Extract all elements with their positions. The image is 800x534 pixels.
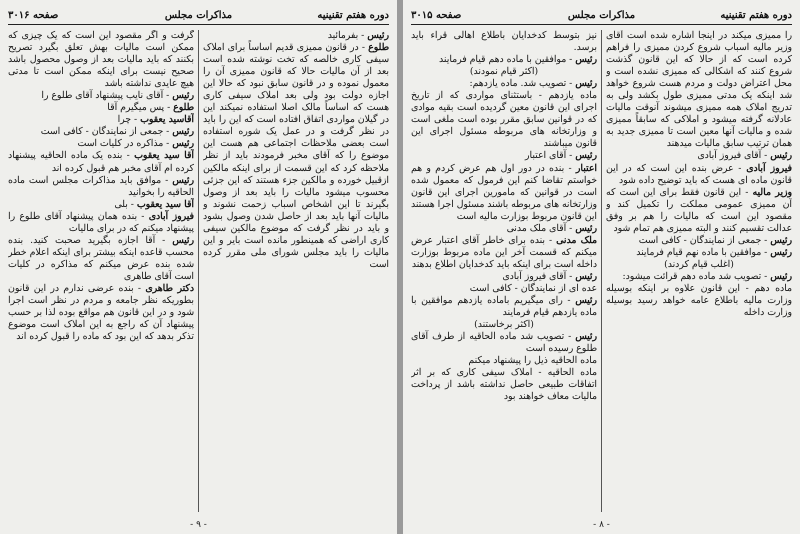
speech-paragraph [411, 66, 597, 78]
speech-paragraph [411, 271, 597, 283]
speaker-name: رئیس [770, 150, 792, 162]
speech-paragraph [8, 102, 194, 114]
speech-text: - موافقین با ماده دهم قیام فرمایند [439, 54, 576, 66]
speech-paragraph [8, 235, 194, 283]
speech-paragraph [411, 235, 597, 271]
speech-paragraph [606, 271, 792, 283]
speech-text: - چرا [117, 114, 141, 126]
speech-text: - بنده عرضی ندارم در این قانون بطوریکه نظر جامعه و مردم در نظر است اجرا شود و در این قانون هم مواقع بوده لذا بر حسب پیشنهاد آن که راجع به این املاک است موضوع تذکر بدهد که این بود که ماده را قبول کرده اند [8, 282, 194, 343]
speech-text: گرفت و اگر مقصود این است که یک چیزی که ممکن است مالیات بهش تعلق بگیرد تصریح بکنند که باید مالیات بعد از وصول محصول باشد صحیح نیست برای اینکه ممکن است تا مدتی هیچ عایدی نداشته باشد [8, 30, 194, 90]
speech-paragraph [8, 90, 194, 102]
speech-paragraph [606, 283, 792, 319]
left-page-right-column [203, 30, 389, 512]
speaker-name: رئیس [770, 246, 792, 258]
speech-text: - بنده یک ماده الحاقیه پیشنهاد کرده ام آقای مخبر هم قبول کرده اند [8, 150, 194, 174]
page-number: صفحه ۳۰۱۵ [411, 10, 462, 21]
speaker-name: رئیس [172, 126, 194, 138]
speaker-name: رئیس [575, 54, 597, 66]
period-label: دوره هفتم تقنینیه [317, 10, 389, 21]
speech-text: - بنده همان پیشنهاد آقای طلوع را پیشنهاد میکنم که در برای مالیات [8, 210, 194, 234]
speech-text: - پس میگیرم آقا [107, 102, 174, 114]
page-footer: - ۸ - [593, 520, 610, 530]
speech-text: (اکثر برخاستند) [474, 319, 534, 331]
speaker-name: طلوع [173, 102, 194, 114]
speech-paragraph [411, 223, 597, 235]
speaker-name: دکتر طاهری [145, 282, 194, 294]
speech-text: - مذاکره در کلیات است [77, 138, 173, 150]
speech-text: - این قانون فقط برای این است که آن ممیزی عمومی مملکت را تکمیل کند و مقصود این است که مالیات را هم بر وفق عدالت تقسیم کنند و البته ممیزی هم تمام شود [606, 186, 792, 234]
column-divider [601, 30, 602, 512]
speech-paragraph [411, 90, 597, 150]
speaker-name: رئیس [172, 90, 194, 102]
speaker-name: رئیس [172, 138, 194, 150]
speech-paragraph [411, 163, 597, 223]
speech-paragraph [606, 163, 792, 187]
speaker-name: اعتبار [575, 162, 597, 174]
speech-paragraph [8, 126, 194, 138]
right-page-header [411, 8, 792, 25]
speaker-name: رئیس [770, 234, 792, 246]
page-number: صفحه ۳۰۱۶ [8, 10, 59, 21]
speaker-name: آقاسید یعقوب [140, 114, 194, 126]
speech-paragraph [606, 30, 792, 150]
speech-text: ماده یازدهم - باستثنای مواردی که از تاریخ اجرای این قانون معین گردیده است بقیه موادی که در قوانین سابق مقرر بوده است ملغی است و وزارتخانه های مربوطه مسئول اجرای این قانون میباشند [411, 90, 597, 150]
speaker-name: آقا سید یعقوب [134, 150, 194, 162]
speech-paragraph [8, 114, 194, 126]
speech-paragraph [8, 150, 194, 174]
speech-paragraph [411, 54, 597, 66]
speech-text: - در قانون ممیزی قدیم اساساً برای املاک سیفی کاری خالصه که تخت نوشته شده است بعد از آن مالیات حالا که قانون ممیزی آن را معمول نموده و در قانون سابق نبود که حالا این اجازه دولت بود ولی بعد املاک سیفی کاری هست که اساساً مالک اصلا استفاده نمیکند این در گیلان مواردی اتفاق افتاده است که این را باید در نظر گرفت و در عمل یک شوره استفاده است بعضی ملاحظات اجتماعی هم هست این موضوع را که آقای مخبر فرمودند باید از نظر ملاحظه کرد که این قسمت از برای اینکه مالکین ازقبیل خورده و مالکین جزء هستند که این جزئی محسوب میشود مالیات را باید بعد از وصول بگیرند تا این اشخاص اسباب زحمت نشوند و مالیات آنها باید بعد از حاصل شدن وصول بشود و باید در نظر گرفت که موضوع مالکین سیفی کاری اراضی که همینطور مانده است بایر و این مالیات را باید مجلس شورای ملی مقرر کرده است [203, 42, 389, 270]
right-page-right-column [606, 30, 792, 512]
right-page [403, 0, 800, 534]
speech-text: - بلی [114, 198, 137, 210]
speech-paragraph [606, 187, 792, 235]
speech-text: - موافقین با ماده نهم قیام فرمایند [636, 246, 771, 258]
speech-paragraph [411, 78, 597, 90]
speaker-name: رئیس [367, 30, 389, 41]
speaker-name: فیروز آبادی [148, 210, 194, 222]
speaker-name: آقا سید یعقوب [136, 198, 194, 210]
speech-paragraph [8, 175, 194, 199]
speaker-name: رئیس [172, 174, 194, 186]
speech-text: - آقای ملک مدنی [506, 222, 576, 234]
column-divider [198, 30, 199, 512]
speech-paragraph [8, 211, 194, 235]
speech-paragraph [8, 138, 194, 150]
speaker-name: رئیس [770, 270, 792, 282]
running-title: مذاکرات مجلس [164, 10, 233, 21]
speech-paragraph [8, 30, 194, 90]
speaker-name: وزیر مالیه [752, 186, 792, 198]
speech-text: - تصویب شد. ماده یازدهم: [469, 78, 576, 90]
speech-paragraph [203, 30, 389, 42]
period-label: دوره هفتم تقنینیه [720, 10, 792, 21]
speech-paragraph [411, 355, 597, 367]
speech-text: - تصویب شد ماده دهم قرائت میشود: [622, 270, 771, 282]
speaker-name: رئیس [575, 331, 597, 343]
speech-paragraph [8, 283, 194, 343]
speech-text: (اغلب قیام کردند) [664, 258, 734, 270]
speech-paragraph [411, 331, 597, 355]
speaker-name: رئیس [575, 222, 597, 234]
speech-text: - آقا اجازه بگیرید صحبت کنید. بنده محسب قاعده اینکه بیشتر برای اینکه اعلام خطر شده بنده عرض میکنم که مذاکره در کلیات است آقای طاهری [8, 234, 194, 282]
speaker-name: ملک مدنی [556, 234, 597, 246]
speech-text: نیز بتوسط کدخدایان باطلاع اهالی قراء باید برسد. [411, 30, 597, 54]
speaker-name: رئیس [575, 295, 597, 307]
speech-text: - آقای اعتبار [525, 150, 576, 162]
right-page-left-column [411, 30, 597, 512]
speech-paragraph [411, 295, 597, 319]
speech-paragraph [606, 259, 792, 271]
speech-paragraph [606, 247, 792, 259]
speech-text: - تصویب شد ماده الحاقیه از طرف آقای طلوع رسیده است [411, 331, 597, 355]
speech-text: - آقای فیروز آبادی [697, 150, 771, 162]
speaker-name: فیروز آبادی [746, 162, 792, 174]
left-page-header [8, 8, 389, 25]
speech-paragraph [411, 283, 597, 295]
speech-text: ماده دهم - این قانون علاوه بر اینکه بوسیله وزارت مالیه باطلاع عامه خواهد رسید بوسیله وزارت داخله [606, 282, 792, 319]
speaker-name: رئیس [575, 270, 597, 282]
speech-text: ماده الحاقیه ذیل را پیشنهاد میکنم [468, 355, 597, 367]
speech-text: - بفرمائید [327, 30, 368, 41]
speech-paragraph [606, 235, 792, 247]
speech-text: - بنده در دور اول هم عرض کردم و هم خواستم تقاضا کنم این فرمول که معمول شده است در قوانین که مامورین اجرای این قانون وزارتخانه های مربوطه باشند مسئول اجرا هستند این قانون مربوط بوزارت مالیه است [411, 162, 597, 222]
speech-text: - عرض بنده این است که در این قانون ماده ای هست که باید توضیح داده شود [606, 162, 792, 186]
speech-paragraph [8, 199, 194, 211]
left-page [0, 0, 397, 534]
speaker-name: رئیس [172, 234, 194, 246]
speech-text: را ممیزی میکند در اینجا اشاره شده است آقای وزیر مالیه اسباب شروع کردن ممیزی را فراهم کرده است که از حالا که این قانون گذشت شروع کنند که اشکالی که ممیزی نشده است و محل اعتراض دولت و مردم هست شروع خواهد شد اینکه یک مدتی ممیزی طول بکشد ولی به تدریج املاک همه ممیزی میشوند آنوقت مالیات عادلانه گرفته میشود و املاکی که سابقاً ممیزی شده و مالیات آنها معین است تا ممیزی جدید به همان ترتیب سابق مالیات میدهند [606, 30, 792, 150]
speech-paragraph [411, 319, 597, 331]
speech-paragraph [203, 42, 389, 271]
running-title: مذاکرات مجلس [567, 10, 636, 21]
speech-paragraph [411, 367, 597, 403]
speech-paragraph [411, 150, 597, 162]
speech-text: ماده الحاقیه - املاک سیفی کاری که بر اثر اتفاقات طبیعی حاصل نداشته باشد از پرداخت مالیات معاف خواهند بود [411, 367, 597, 403]
speech-text: - رای میگیریم باماده یازدهم موافقین با ماده یازدهم قیام فرمایند [411, 295, 597, 319]
speaker-name: طلوع [368, 42, 389, 54]
page-footer: - ۹ - [190, 520, 207, 530]
speech-paragraph [411, 30, 597, 54]
speaker-name: رئیس [575, 78, 597, 90]
speech-text: عده ای از نمایندگان - کافی است [469, 282, 597, 294]
speech-text: - آقای نایب پیشنهاد آقای طلوع را [41, 90, 173, 102]
speech-text: (اکثر قیام نمودند) [469, 66, 539, 78]
speech-text: - بنده برای خاطر آقای اعتبار عرض میکنم که قسمت آخر این ماده مربوط بوزارت داخله است برای اینکه باید کدخدایان اطلاع بدهند [411, 234, 597, 270]
speech-text: - جمعی از نمایندگان - کافی است [40, 126, 173, 138]
speech-paragraph [606, 150, 792, 162]
speech-text: - جمعی از نمایندگان - کافی است [638, 234, 771, 246]
left-page-left-column [8, 30, 194, 512]
speaker-name: رئیس [575, 150, 597, 162]
speech-text: - موافق باید مذاکرات مجلس است ماده الحاقیه را بخوانید [8, 174, 194, 198]
speech-text: - آقای فیروز آبادی [502, 270, 576, 282]
